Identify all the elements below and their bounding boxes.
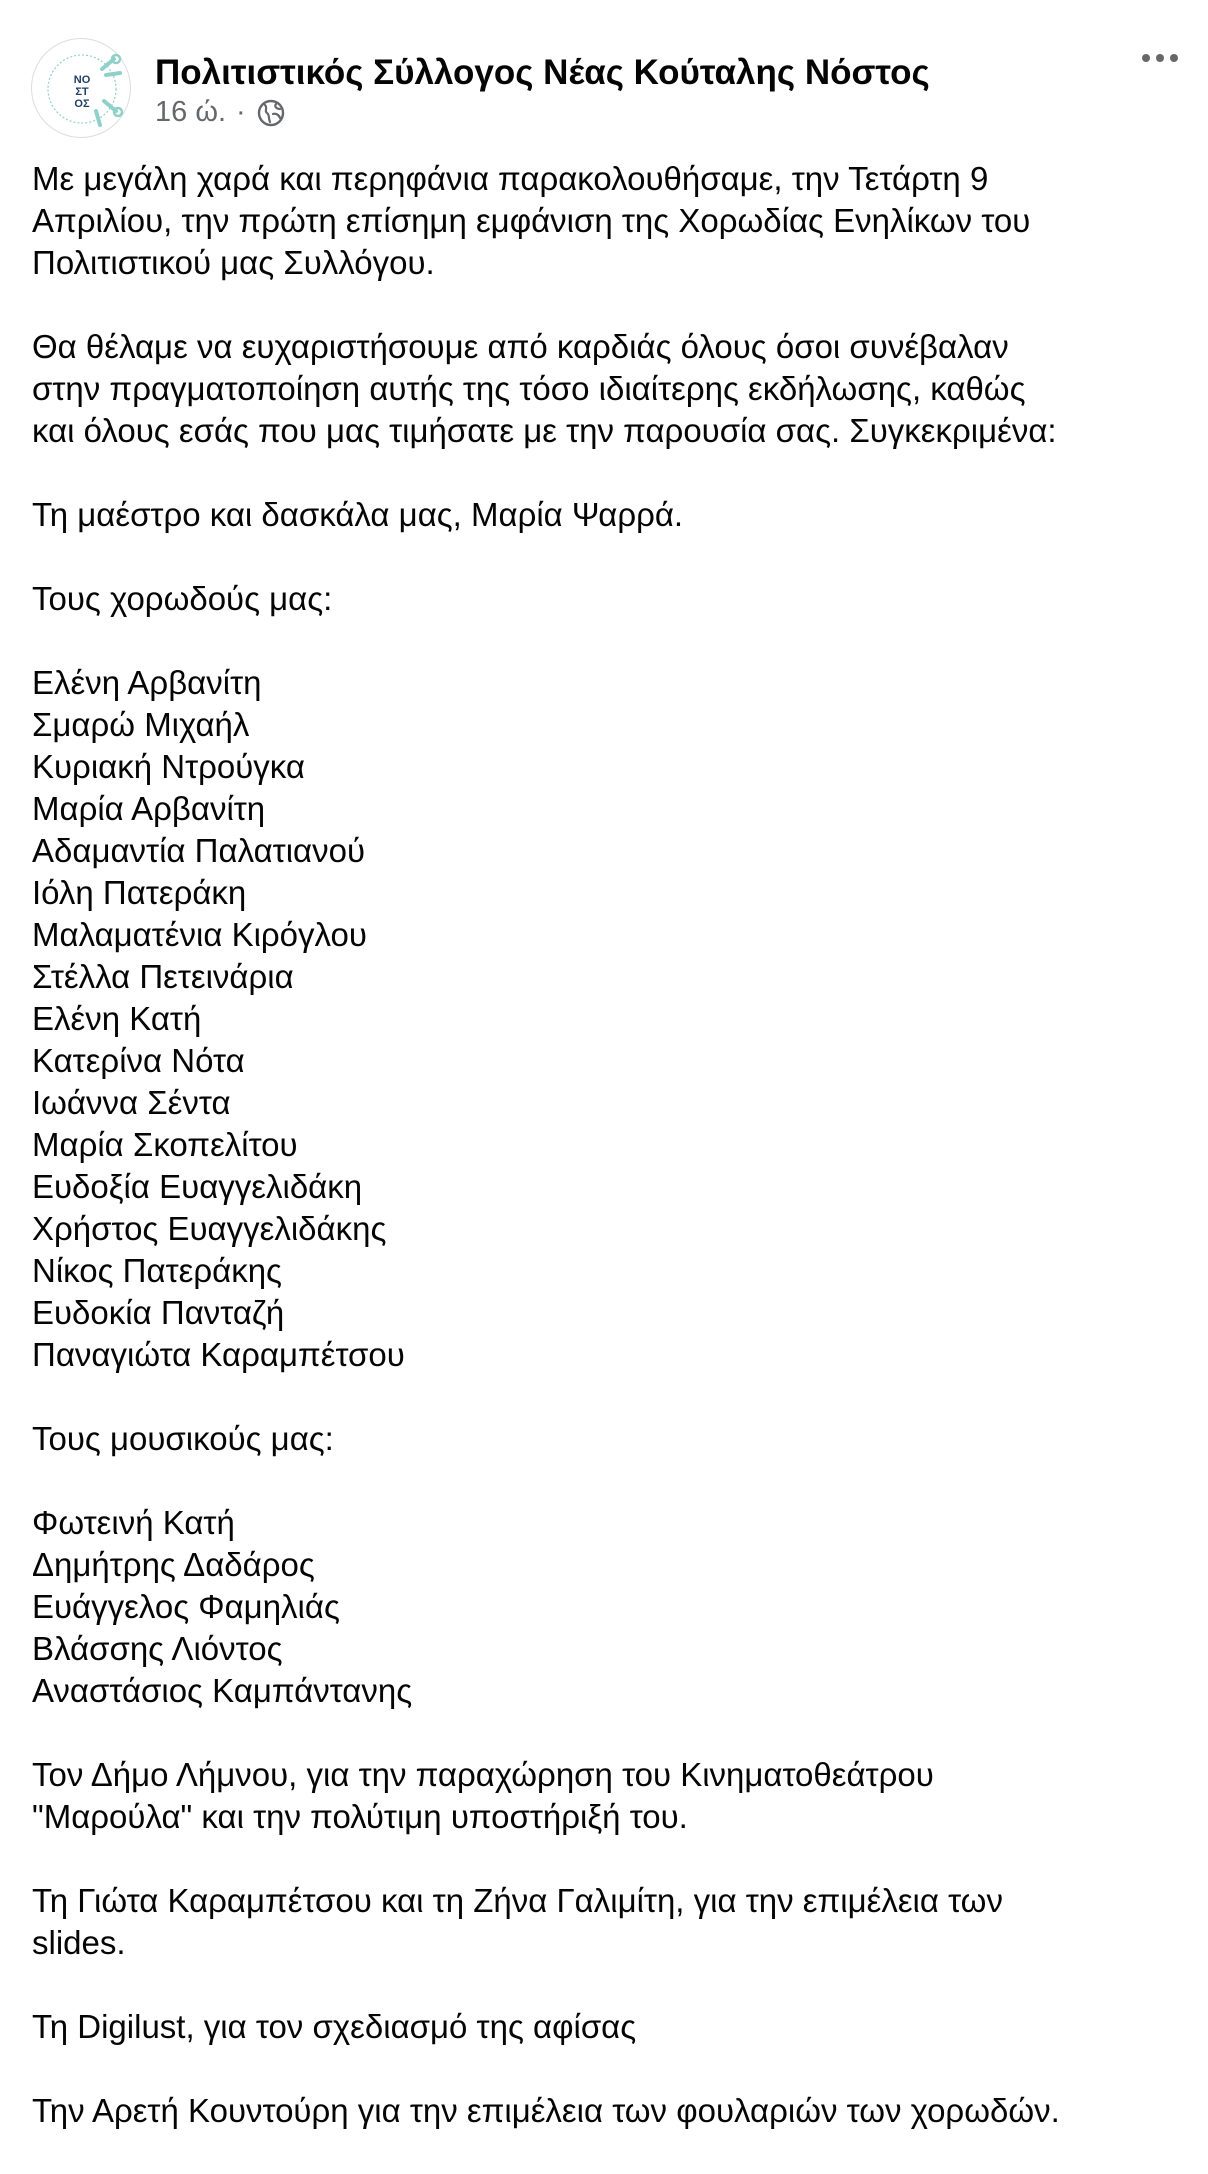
singer-name: Ευδοξία Ευαγγελιδάκη (32, 1168, 363, 1205)
musician-name: Φωτεινή Κατή (32, 1504, 235, 1541)
singer-name: Νίκος Πατεράκης (32, 1252, 282, 1289)
maestro-paragraph: Τη μαέστρο και δασκάλα μας, Μαρία Ψαρρά. (32, 496, 684, 533)
singer-name: Μαρία Αρβανίτη (32, 790, 266, 827)
singer-name: Αδαμαντία Παλατιανού (32, 832, 365, 869)
singer-name: Σμαρώ Μιχαήλ (32, 706, 250, 743)
singer-name: Παναγιώτα Καραμπέτσου (32, 1336, 405, 1373)
singer-name: Ιόλη Πατεράκη (32, 874, 247, 911)
singer-name: Μαλαματένια Κιρόγλου (32, 916, 367, 953)
post-header (0, 0, 1208, 140)
singer-name: Κατερίνα Νότα (32, 1042, 245, 1079)
musician-name: Ευάγγελος Φαμηλιάς (32, 1588, 340, 1625)
singer-name: Χρήστος Ευαγγελιδάκης (32, 1210, 387, 1247)
intro-line: Απριλίου, την πρώτη επίσημη εμφάνιση της Χορωδίας Ενηλίκων του (32, 202, 1031, 239)
scarves-paragraph: Την Αρετή Κουντούρη για την επιμέλεια των φουλαριών των χορωδών. (32, 2092, 1060, 2129)
thanks-line: στην πραγματοποίηση αυτής της τόσο ιδιαίτερης εκδήλωσης, καθώς (32, 370, 1026, 407)
singers-list (32, 662, 1182, 1376)
logo-text-line-3: ΟΣ (74, 98, 90, 110)
post-body (32, 158, 1182, 2174)
post-timestamp[interactable]: 16 ώ. (155, 96, 227, 128)
thanks-paragraph (32, 326, 1182, 452)
singer-name: Κυριακή Ντρούγκα (32, 748, 305, 785)
slides-line: slides. (32, 1924, 126, 1961)
slides-paragraph (32, 1880, 1182, 1964)
intro-paragraph (32, 158, 1182, 284)
logo-text-line-1: ΝΟ (73, 74, 91, 86)
singers-heading: Τους χορωδούς μας: (32, 580, 333, 617)
intro-line: Πολιτιστικού μας Συλλόγου. (32, 244, 435, 281)
singer-name: Ελένη Κατή (32, 1000, 202, 1037)
more-dots-icon[interactable] (1140, 50, 1180, 66)
singer-name: Στέλλα Πετεινάρια (32, 958, 294, 995)
musician-name: Βλάσσης Λιόντος (32, 1630, 283, 1667)
musicians-heading: Τους μουσικούς μας: (32, 1420, 334, 1457)
singer-name: Ιωάννα Σέντα (32, 1084, 231, 1121)
globe-icon[interactable] (256, 98, 286, 128)
logo-text-line-2: ΣΤ (75, 86, 89, 98)
page-name-link[interactable]: Πολιτιστικός Σύλλογος Νέας Κούταλης Νόστος (155, 53, 930, 92)
post-meta (155, 96, 286, 129)
singer-name: Ευδοκία Πανταζή (32, 1294, 285, 1331)
municipality-line: "Μαρούλα" και την πολύτιμη υποστήριξή του. (32, 1798, 688, 1835)
page-avatar[interactable] (31, 38, 131, 138)
musician-name: Αναστάσιος Καμπάντανης (32, 1672, 413, 1709)
singer-name: Ελένη Αρβανίτη (32, 664, 262, 701)
thanks-line: Θα θέλαμε να ευχαριστήσουμε από καρδιάς όλους όσοι συνέβαλαν (32, 328, 1009, 365)
thanks-line: και όλους εσάς που μας τιμήσατε με την παρουσία σας. Συγκεκριμένα: (32, 412, 1057, 449)
poster-paragraph: Τη Digilust, για τον σχεδιασμό της αφίσας (32, 2008, 637, 2045)
nostos-logo (32, 39, 132, 139)
slides-line: Τη Γιώτα Καραμπέτσου και τη Ζήνα Γαλιμίτη, για την επιμέλεια των (32, 1882, 1003, 1919)
municipality-paragraph (32, 1754, 1182, 1838)
singer-name: Μαρία Σκοπελίτου (32, 1126, 298, 1163)
musicians-list (32, 1502, 1182, 1712)
intro-line: Με μεγάλη χαρά και περηφάνια παρακολουθήσαμε, την Τετάρτη 9 (32, 160, 989, 197)
musician-name: Δημήτρης Δαδάρος (32, 1546, 315, 1583)
meta-separator: · (236, 96, 246, 128)
municipality-line: Τον Δήμο Λήμνου, για την παραχώρηση του Κινηματοθεάτρου (32, 1756, 934, 1793)
